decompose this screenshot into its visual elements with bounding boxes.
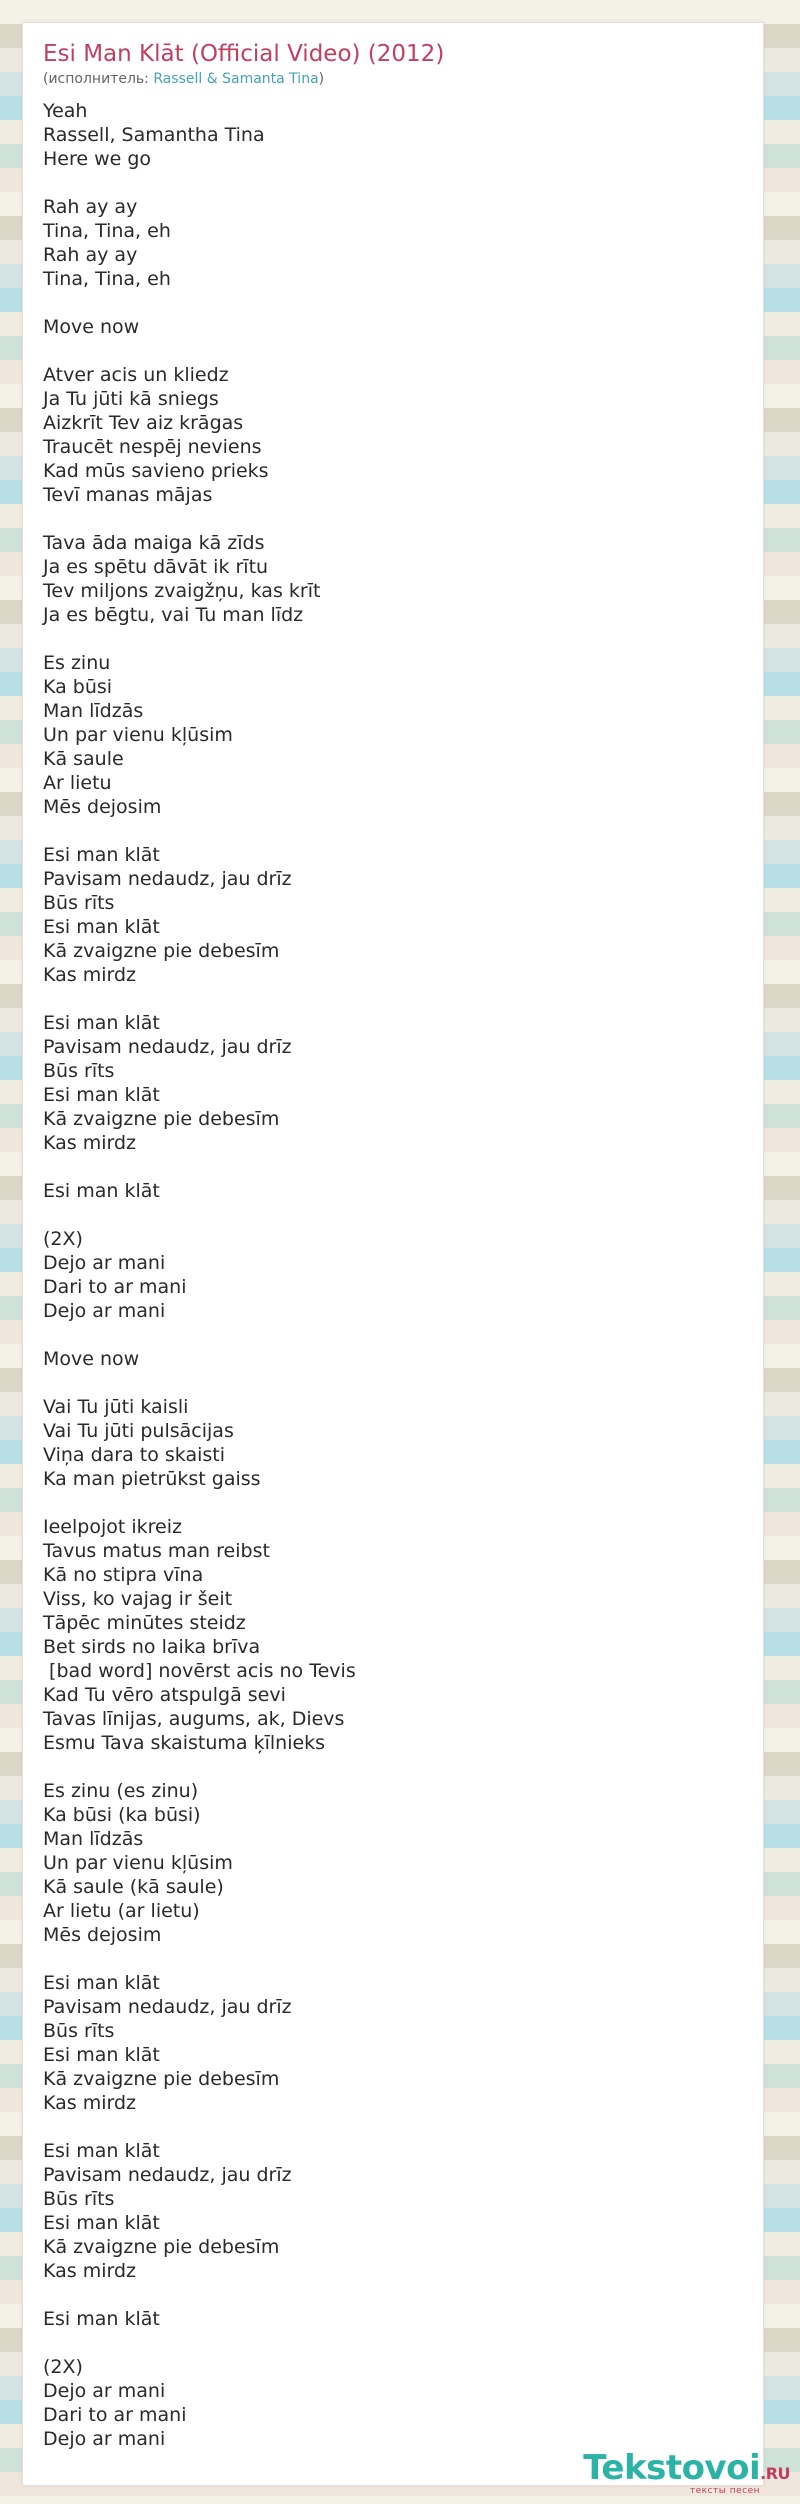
lyrics-stanza [43,1011,743,1155]
lyrics-stanza [43,363,743,507]
lyric-line: Tava āda maiga kā zīds [43,532,265,554]
lyrics-stanza [43,1395,743,1491]
lyric-line: Kas mirdz [43,1132,137,1154]
lyrics-stanza [43,2355,743,2451]
lyrics-stanza [43,1227,743,1323]
lyric-line: Kā no stipra vīna [43,1564,204,1586]
lyric-line: Traucēt nespēj neviens [43,436,262,458]
lyric-line: Viss, ko vajag ir šeit [43,1588,233,1610]
logo-main-text: Tekstovoi [583,2448,761,2488]
lyric-line: Dejo ar mani [43,2428,166,2450]
lyric-line: Tavas līnijas, augums, ak, Dievs [43,1708,345,1730]
lyrics-stanza [43,315,743,339]
lyric-line: Here we go [43,148,152,170]
lyric-line: Tina, Tina, eh [43,268,171,290]
lyric-line: Esmu Tava skaistuma ķīlnieks [43,1732,326,1754]
lyric-line: Kā zvaigzne pie debesīm [43,1108,280,1130]
lyric-line: Būs rīts [43,2188,115,2210]
lyric-line: Vai Tu jūti pulsācijas [43,1420,234,1442]
lyric-line: Man līdzās [43,1828,144,1850]
lyric-line: Kā zvaigzne pie debesīm [43,2068,280,2090]
logo-wordmark [583,2448,790,2488]
lyric-line: Esi man klāt [43,2140,160,2162]
lyric-line: Kā saule (kā saule) [43,1876,224,1898]
lyric-line: Un par vienu kļūsim [43,724,233,746]
lyric-line: Es zinu (es zinu) [43,1780,199,1802]
lyrics-stanza [43,1515,743,1755]
lyrics-stanza [43,1779,743,1947]
lyric-line: Es zinu [43,652,111,674]
lyric-line: Ar lietu (ar lietu) [43,1900,200,1922]
lyric-line: Pavisam nedaudz, jau drīz [43,868,292,890]
lyric-line: Un par vienu kļūsim [43,1852,233,1874]
lyric-line: Dari to ar mani [43,1276,187,1298]
lyric-line: Ka man pietrūkst gaiss [43,1468,261,1490]
lyrics-stanza [43,1971,743,2115]
lyric-line: Mēs dejosim [43,796,162,818]
artist-prefix: (исполнитель: [43,71,154,87]
lyrics-stanza [43,843,743,987]
song-title: Esi Man Klāt (Official Video) (2012) [43,41,445,67]
lyrics-stanza [43,1179,743,1203]
lyrics-body [43,99,743,2475]
lyric-line: Kas mirdz [43,964,137,986]
lyric-line: Tavus matus man reibst [43,1540,270,1562]
lyric-line: Pavisam nedaudz, jau drīz [43,2164,292,2186]
lyric-line: Ar lietu [43,772,112,794]
lyric-line: Rassell, Samantha Tina [43,124,265,146]
lyric-line: Esi man klāt [43,844,160,866]
lyric-line: Viņa dara to skaisti [43,1444,226,1466]
lyric-line: Esi man klāt [43,2212,160,2234]
lyric-line: Move now [43,1348,140,1370]
logo-suffix: .RU [760,2464,790,2483]
lyric-line: Būs rīts [43,892,115,914]
lyric-line: Esi man klāt [43,2044,160,2066]
lyric-line: Kas mirdz [43,2092,137,2114]
lyric-line: Būs rīts [43,1060,115,1082]
lyric-line: Man līdzās [43,700,144,722]
lyric-line: Tāpēc minūtes steidz [43,1612,246,1634]
lyric-line: Kā saule [43,748,124,770]
lyric-line: Esi man klāt [43,1180,160,1202]
lyric-line: Ja Tu jūti kā sniegs [43,388,219,410]
lyrics-stanza [43,651,743,819]
lyric-line: Yeah [43,100,88,122]
site-logo[interactable] [530,2448,790,2502]
lyrics-stanza [43,531,743,627]
lyric-line: Esi man klāt [43,916,160,938]
lyric-line: Dejo ar mani [43,1252,166,1274]
lyric-line: Būs rīts [43,2020,115,2042]
lyric-line: Tev miljons zvaigžņu, kas krīt [43,580,321,602]
lyric-line: Mēs dejosim [43,1924,162,1946]
artist-line [43,71,324,87]
lyric-line: Esi man klāt [43,2308,160,2330]
lyric-line: Ja es bēgtu, vai Tu man līdz [43,604,304,626]
artist-suffix: ) [318,71,325,87]
lyric-line: (2X) [43,1228,83,1250]
lyric-line: Dejo ar mani [43,1300,166,1322]
lyric-line: Move now [43,316,140,338]
lyric-line: Aizkrīt Tev aiz krāgas [43,412,244,434]
lyric-line: Rah ay ay [43,196,138,218]
lyric-line: Dejo ar mani [43,2380,166,2402]
lyric-line: Esi man klāt [43,1012,160,1034]
lyrics-stanza [43,2307,743,2331]
lyric-line: Esi man klāt [43,1972,160,1994]
lyric-line: Atver acis un kliedz [43,364,229,386]
artist-link[interactable]: Rassell & Samanta Tina [153,71,319,87]
lyric-line: (2X) [43,2356,83,2378]
logo-tagline: тексты песен [689,2486,760,2496]
lyric-line: Dari to ar mani [43,2404,187,2426]
lyric-line: Kā zvaigzne pie debesīm [43,2236,280,2258]
lyric-line: Kā zvaigzne pie debesīm [43,940,280,962]
lyric-line: Ieelpojot ikreiz [43,1516,182,1538]
lyric-line: Vai Tu jūti kaisli [43,1396,189,1418]
lyric-line: Pavisam nedaudz, jau drīz [43,1996,292,2018]
lyric-line: Kad Tu vēro atspulgā sevi [43,1684,286,1706]
lyric-line: Ka būsi (ka būsi) [43,1804,201,1826]
lyrics-stanza [43,195,743,291]
lyric-line: Pavisam nedaudz, jau drīz [43,1036,292,1058]
lyrics-card [22,22,764,2486]
lyrics-stanza [43,1347,743,1371]
lyric-line: Ja es spētu dāvāt ik rītu [43,556,269,578]
lyrics-stanza [43,99,743,171]
lyric-line: [bad word] novērst acis no Tevis [43,1660,356,1682]
lyric-line: Ka būsi [43,676,113,698]
lyric-line: Kad mūs savieno prieks [43,460,269,482]
lyric-line: Kas mirdz [43,2260,137,2282]
lyric-line: Rah ay ay [43,244,138,266]
lyrics-stanza [43,2139,743,2283]
lyric-line: Bet sirds no laika brīva [43,1636,261,1658]
lyric-line: Esi man klāt [43,1084,160,1106]
lyric-line: Tevī manas mājas [43,484,213,506]
lyric-line: Tina, Tina, eh [43,220,171,242]
